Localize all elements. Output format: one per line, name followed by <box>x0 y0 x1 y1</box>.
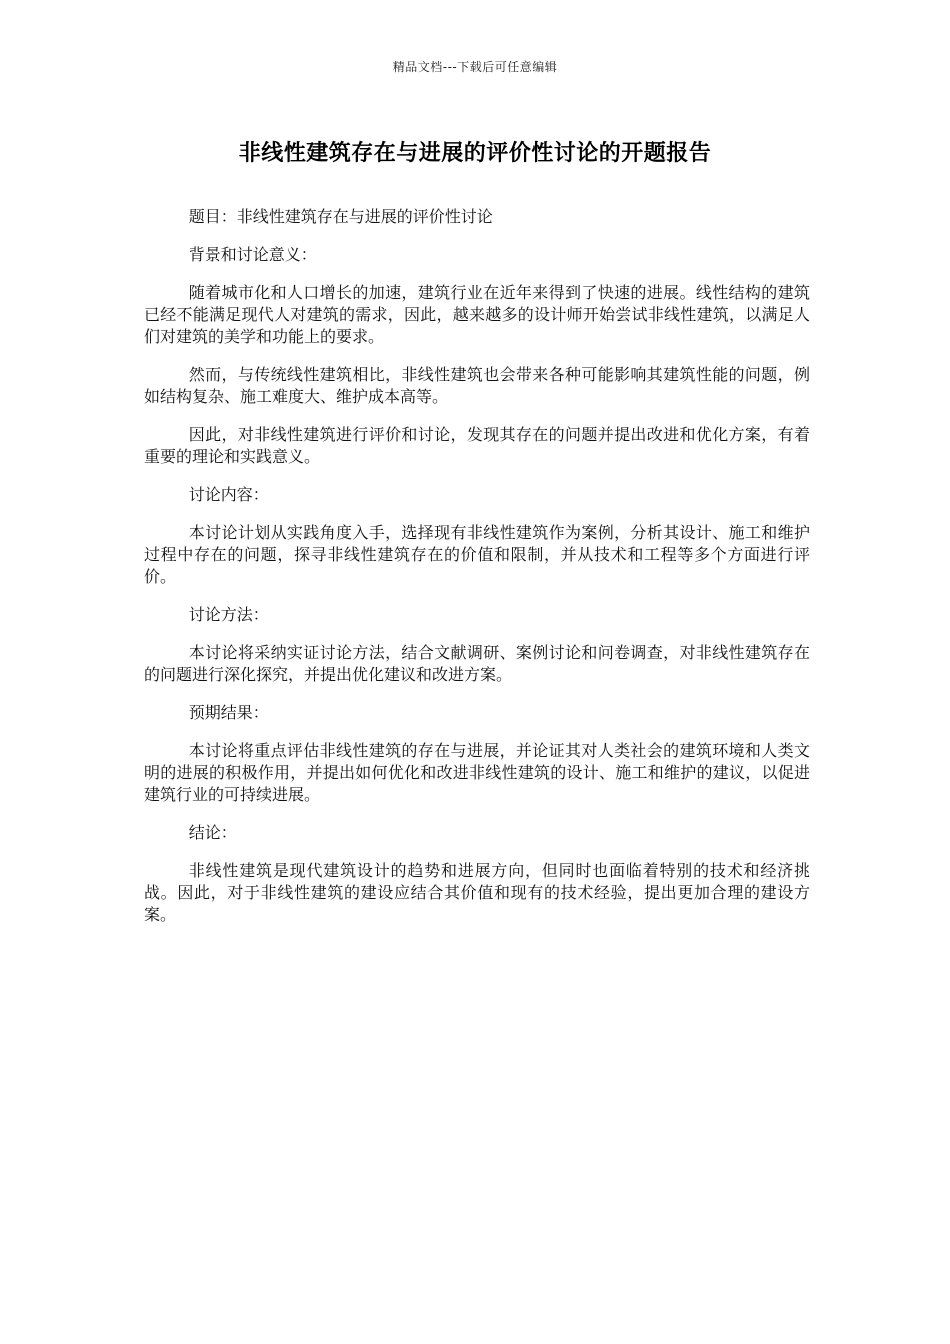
paragraph-conclusion: 非线性建筑是现代建筑设计的趋势和进展方向，但同时也面临着特别的技术和经济挑战。因此，对于非线性建筑的建设应结合其价值和现有的技术经验，提出更加合理的建设方案。 <box>144 861 810 924</box>
document-title: 非线性建筑存在与进展的评价性讨论的开题报告 <box>238 141 712 166</box>
paragraph-background-2: 然而，与传统线性建筑相比，非线性建筑也会带来各种可能影响其建筑性能的问题，例如结构复杂、施工难度大、维护成本高等。 <box>144 365 810 406</box>
paragraph-method: 本讨论将采纳实证讨论方法，结合文献调研、案例讨论和问卷调查，对非线性建筑存在的问题进行深化探究，并提出优化建议和改进方案。 <box>144 643 810 684</box>
section-heading-method: 讨论方法： <box>188 605 269 624</box>
paragraph-expected-results: 本讨论将重点评估非线性建筑的存在与进展，并论证其对人类社会的建筑环境和人类文明的进展的积极作用，并提出如何优化和改进非线性建筑的设计、施工和维护的建议，以促进建筑行业的可持续进展。 <box>144 741 810 804</box>
paragraph-background-3: 因此，对非线性建筑进行评价和讨论，发现其存在的问题并提出改进和优化方案，有着重要的理论和实践意义。 <box>144 425 810 466</box>
paragraph-background-1: 随着城市化和人口增长的加速，建筑行业在近年来得到了快速的进展。线性结构的建筑已经不能满足现代人对建筑的需求，因此，越来越多的设计师开始尝试非线性建筑，以满足人们对建筑的美学和功能上的要求。 <box>144 283 810 346</box>
section-heading-background: 背景和讨论意义： <box>188 245 317 264</box>
section-heading-expected-results: 预期结果： <box>188 703 269 722</box>
paragraph-content: 本讨论计划从实践角度入手，选择现有非线性建筑作为案例，分析其设计、施工和维护过程中存在的问题，探寻非线性建筑存在的价值和限制，并从技术和工程等多个方面进行评价。 <box>144 523 810 586</box>
document-body <box>144 206 810 942</box>
section-heading-content: 讨论内容： <box>188 485 269 504</box>
section-heading-conclusion: 结论： <box>188 823 237 842</box>
header-note: 精品文档---下载后可任意编辑 <box>392 60 558 74</box>
topic-line: 题目：非线性建筑存在与进展的评价性讨论 <box>188 207 493 226</box>
